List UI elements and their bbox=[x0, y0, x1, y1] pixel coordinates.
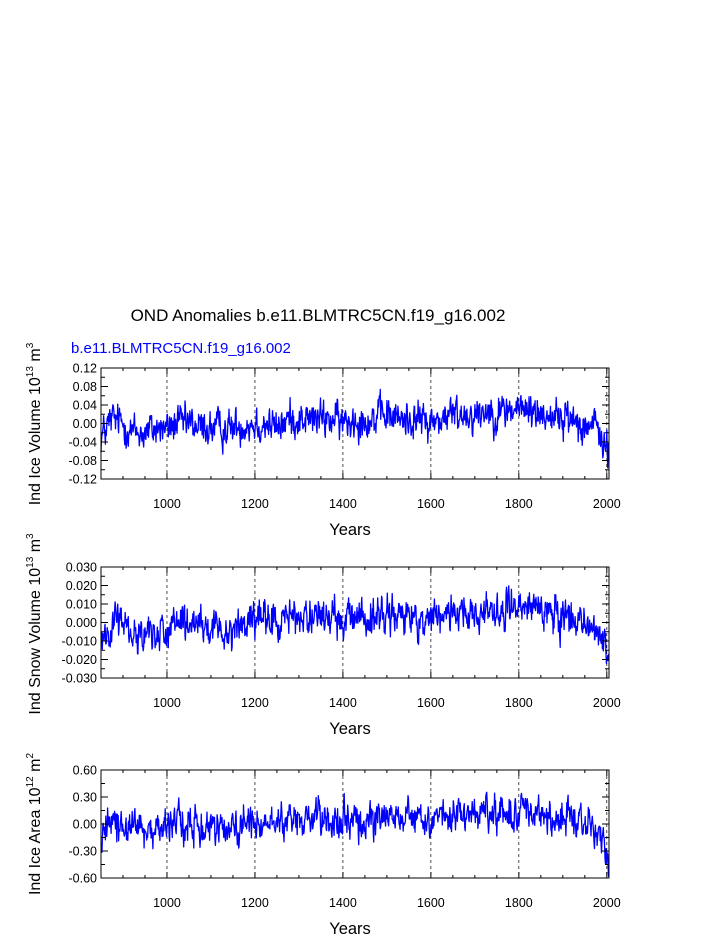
series-line bbox=[101, 389, 609, 468]
y-tick-label-6: 0.030 bbox=[65, 560, 97, 575]
x-tick-label-1600: 1600 bbox=[416, 696, 445, 710]
y-axis-label: Ind Snow Volume $10^{13}$ $m^3$ bbox=[25, 533, 44, 715]
x-tick-label-1400: 1400 bbox=[328, 896, 357, 910]
x-tick-label-1200: 1200 bbox=[241, 497, 269, 511]
x-tick-label-1800: 1800 bbox=[504, 696, 533, 710]
y-tick-label-2: -0.04 bbox=[68, 435, 97, 450]
x-tick-label-1200: 1200 bbox=[241, 696, 269, 710]
y-tick-label-5: 0.020 bbox=[65, 579, 97, 593]
x-tick-label-1800: 1800 bbox=[504, 497, 533, 511]
y-tick-label-1: -0.08 bbox=[68, 454, 97, 468]
x-tick-label-2000: 2000 bbox=[592, 896, 621, 910]
y-tick-label-3: 0.00 bbox=[72, 417, 97, 431]
x-tick-label-1600: 1600 bbox=[416, 497, 445, 511]
y-tick-label-1: -0.020 bbox=[61, 653, 97, 667]
series-line bbox=[101, 792, 609, 877]
x-tick-label-1000: 1000 bbox=[153, 896, 181, 910]
x-tick-label-1400: 1400 bbox=[328, 696, 357, 710]
y-tick-label-4: 0.60 bbox=[72, 763, 97, 778]
y-tick-label-2: 0.00 bbox=[72, 817, 97, 832]
y-tick-label-6: 0.12 bbox=[72, 361, 97, 376]
x-tick-label-1400: 1400 bbox=[328, 497, 357, 511]
x-tick-label-1600: 1600 bbox=[416, 896, 445, 910]
chart-panels bbox=[25, 342, 621, 935]
x-tick-label-1800: 1800 bbox=[504, 896, 533, 910]
y-tick-label-3: 0.000 bbox=[65, 616, 97, 630]
series-line bbox=[101, 586, 609, 664]
y-tick-label-2: -0.010 bbox=[61, 634, 97, 649]
x-axis-label: Years bbox=[329, 920, 371, 935]
x-tick-label-2000: 2000 bbox=[592, 696, 621, 710]
figure-title: OND Anomalies b.e11.BLMTRC5CN.f19_g16.002 bbox=[130, 306, 506, 325]
y-tick-label-3: 0.30 bbox=[72, 790, 97, 805]
y-tick-label-0: -0.12 bbox=[68, 472, 97, 487]
y-tick-label-1: -0.30 bbox=[68, 844, 97, 859]
x-tick-label-1000: 1000 bbox=[153, 696, 181, 710]
y-tick-label-5: 0.08 bbox=[72, 380, 97, 394]
chart-panel-1 bbox=[25, 342, 621, 539]
x-axis-label: Years bbox=[329, 720, 371, 738]
x-tick-label-2000: 2000 bbox=[592, 497, 621, 511]
x-axis-label: Years bbox=[329, 521, 371, 539]
y-axis-label: Ind Ice Volume $10^{13}$ $m^3$ bbox=[25, 342, 44, 506]
chart-panel-3 bbox=[25, 753, 621, 935]
chart-panel-2 bbox=[25, 533, 621, 738]
x-tick-label-1000: 1000 bbox=[153, 497, 181, 511]
x-tick-label-1200: 1200 bbox=[241, 896, 269, 910]
y-axis-label: Ind Ice Area $10^{12}$ $m^2$ bbox=[25, 752, 44, 896]
figure-subtitle: b.e11.BLMTRC5CN.f19_g16.002 bbox=[71, 340, 291, 357]
y-tick-label-4: 0.010 bbox=[65, 597, 97, 612]
y-tick-label-4: 0.04 bbox=[72, 398, 97, 413]
y-tick-label-0: -0.030 bbox=[61, 671, 97, 686]
y-tick-label-0: -0.60 bbox=[68, 871, 97, 886]
